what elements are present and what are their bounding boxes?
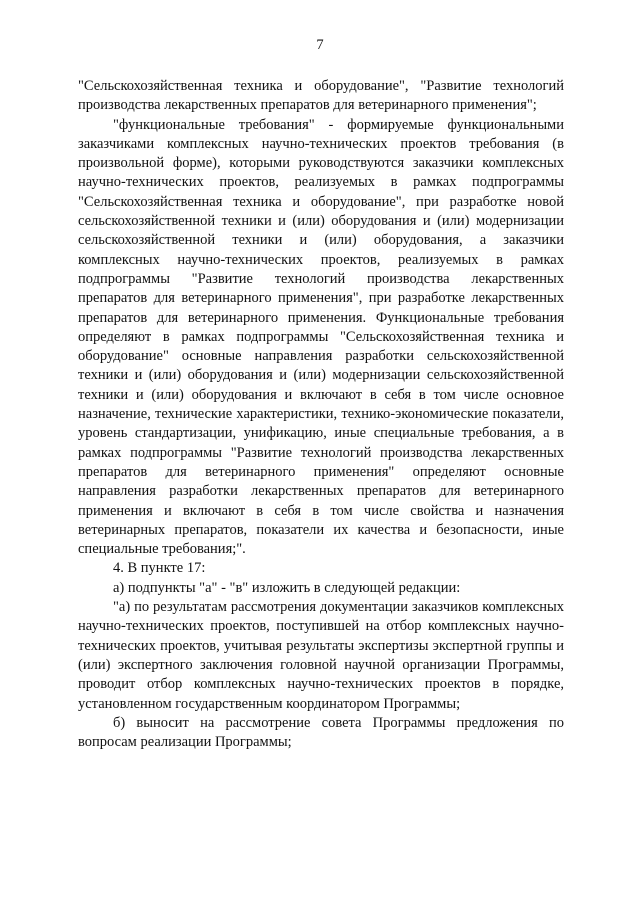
paragraph-quoted-a: "а) по результатам рассмотрения документации заказчиков комплексных научно-технических проектов, поступившей на отбор комплексных научно-технических проектов, учитывая результаты экспертизы экспертной группы и (или) экспертного заключения головной научной организации Программы, проводит отбор комплексных научно-технических проектов в порядке, установленном государственным координатором Программы; <box>78 599 564 712</box>
paragraph-item-4: 4. В пункте 17: <box>113 560 206 577</box>
paragraph-quoted-b: б) выносит на рассмотрение совета Программы предложения по вопросам реализации Программы; <box>78 714 564 751</box>
paragraph-continuation: "Сельскохозяйственная техника и оборудование", "Развитие технологий производства лекарственных препаратов для ветеринарного применения"; <box>78 78 564 114</box>
paragraph-functional-requirements: "функциональные требования" - формируемые функциональными заказчиками комплексных научно-технических проектов требования (в произвольной форме), которыми руководствуются заказчики комплексных научно-технических проектов, реализуемых в рамках подпрограммы "Сельскохозяйственная техника и оборудование", при разработке новой сельскохозяйственной техники и (или) оборудования и (или) модернизации сельскохозяйственной техники и (или) оборудования, а заказчики комплексных научно-технических проектов, реализуемых в рамках подпрограммы "Развитие технологий производства лекарственных препаратов для ветеринарного применения", при разработке лекарственных препаратов для ветеринарного применения. Функциональные требования определяют в рамках подпрограммы "Сельскохозяйственная техника и оборудование" основные направления разработки сельскохозяйственной техники и (или) оборудования и (или) модернизации сельскохозяйственной техники и (или) оборудования и включают в себя в том числе основное назначение, технические характеристики, технико-экономические показатели, уровень стандартизации, унификацию, иные специальные требования, а в рамках подпрограммы "Развитие технологий производства лекарственных препаратов для ветеринарного применения" определяют основные направления разработки лекарственных препаратов для ветеринарного применения и включают в себя в том числе свойства и назначения ветеринарных препаратов, показатели их качества и безопасности, иные специальные требования;". <box>78 116 564 558</box>
page-number: 7 <box>316 37 324 53</box>
paragraph-subitem-a: а) подпункты "а" - "в" изложить в следующей редакции: <box>113 579 461 596</box>
document-body <box>78 77 564 752</box>
